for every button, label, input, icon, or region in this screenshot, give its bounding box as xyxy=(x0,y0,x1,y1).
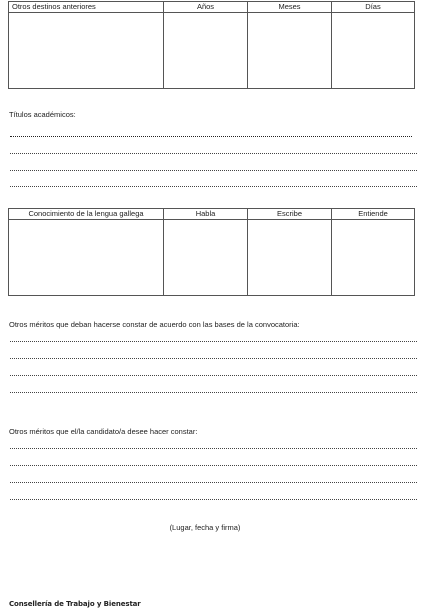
titulos-line-2[interactable] xyxy=(10,153,417,154)
meritos-candidato-line-4[interactable] xyxy=(10,499,417,500)
cell-dias[interactable] xyxy=(332,13,415,89)
meritos-candidato-line-2[interactable] xyxy=(10,465,417,466)
header-dias: Días xyxy=(332,2,415,13)
titulos-academicos-label: Títulos académicos: xyxy=(9,110,76,119)
meritos-candidato-line-3[interactable] xyxy=(10,482,417,483)
lengua-gallega-table xyxy=(8,208,415,296)
meritos-candidato-line-1[interactable] xyxy=(10,448,417,449)
cell-destino[interactable] xyxy=(9,13,164,89)
meritos-bases-line-4[interactable] xyxy=(10,392,417,393)
meritos-candidato-label: Otros méritos que el/la candidato/a desee hacer constar: xyxy=(9,427,198,436)
header-anos: Años xyxy=(164,2,248,13)
titulos-line-3[interactable] xyxy=(10,170,417,171)
header-habla: Habla xyxy=(164,209,248,220)
cell-escribe[interactable] xyxy=(248,220,332,296)
header-escribe: Escribe xyxy=(248,209,332,220)
cell-entiende[interactable] xyxy=(332,220,415,296)
header-entiende: Entiende xyxy=(332,209,415,220)
cell-conocimiento[interactable] xyxy=(9,220,164,296)
meritos-bases-line-2[interactable] xyxy=(10,358,417,359)
header-otros-destinos: Otros destinos anteriores xyxy=(9,2,164,13)
signature-label: (Lugar, fecha y firma) xyxy=(169,523,241,532)
cell-anos[interactable] xyxy=(164,13,248,89)
header-meses: Meses xyxy=(248,2,332,13)
footer-consejeria: Consellería de Trabajo y Bienestar xyxy=(9,600,141,608)
cell-habla[interactable] xyxy=(164,220,248,296)
otros-destinos-table xyxy=(8,1,415,89)
titulos-line-1[interactable] xyxy=(10,136,412,137)
titulos-line-4[interactable] xyxy=(10,186,417,187)
meritos-bases-line-1[interactable] xyxy=(10,341,417,342)
cell-meses[interactable] xyxy=(248,13,332,89)
meritos-bases-label: Otros méritos que deban hacerse constar de acuerdo con las bases de la convocatoria: xyxy=(9,320,300,329)
header-conocimiento-gallego: Conocimiento de la lengua gallega xyxy=(9,209,164,220)
meritos-bases-line-3[interactable] xyxy=(10,375,417,376)
